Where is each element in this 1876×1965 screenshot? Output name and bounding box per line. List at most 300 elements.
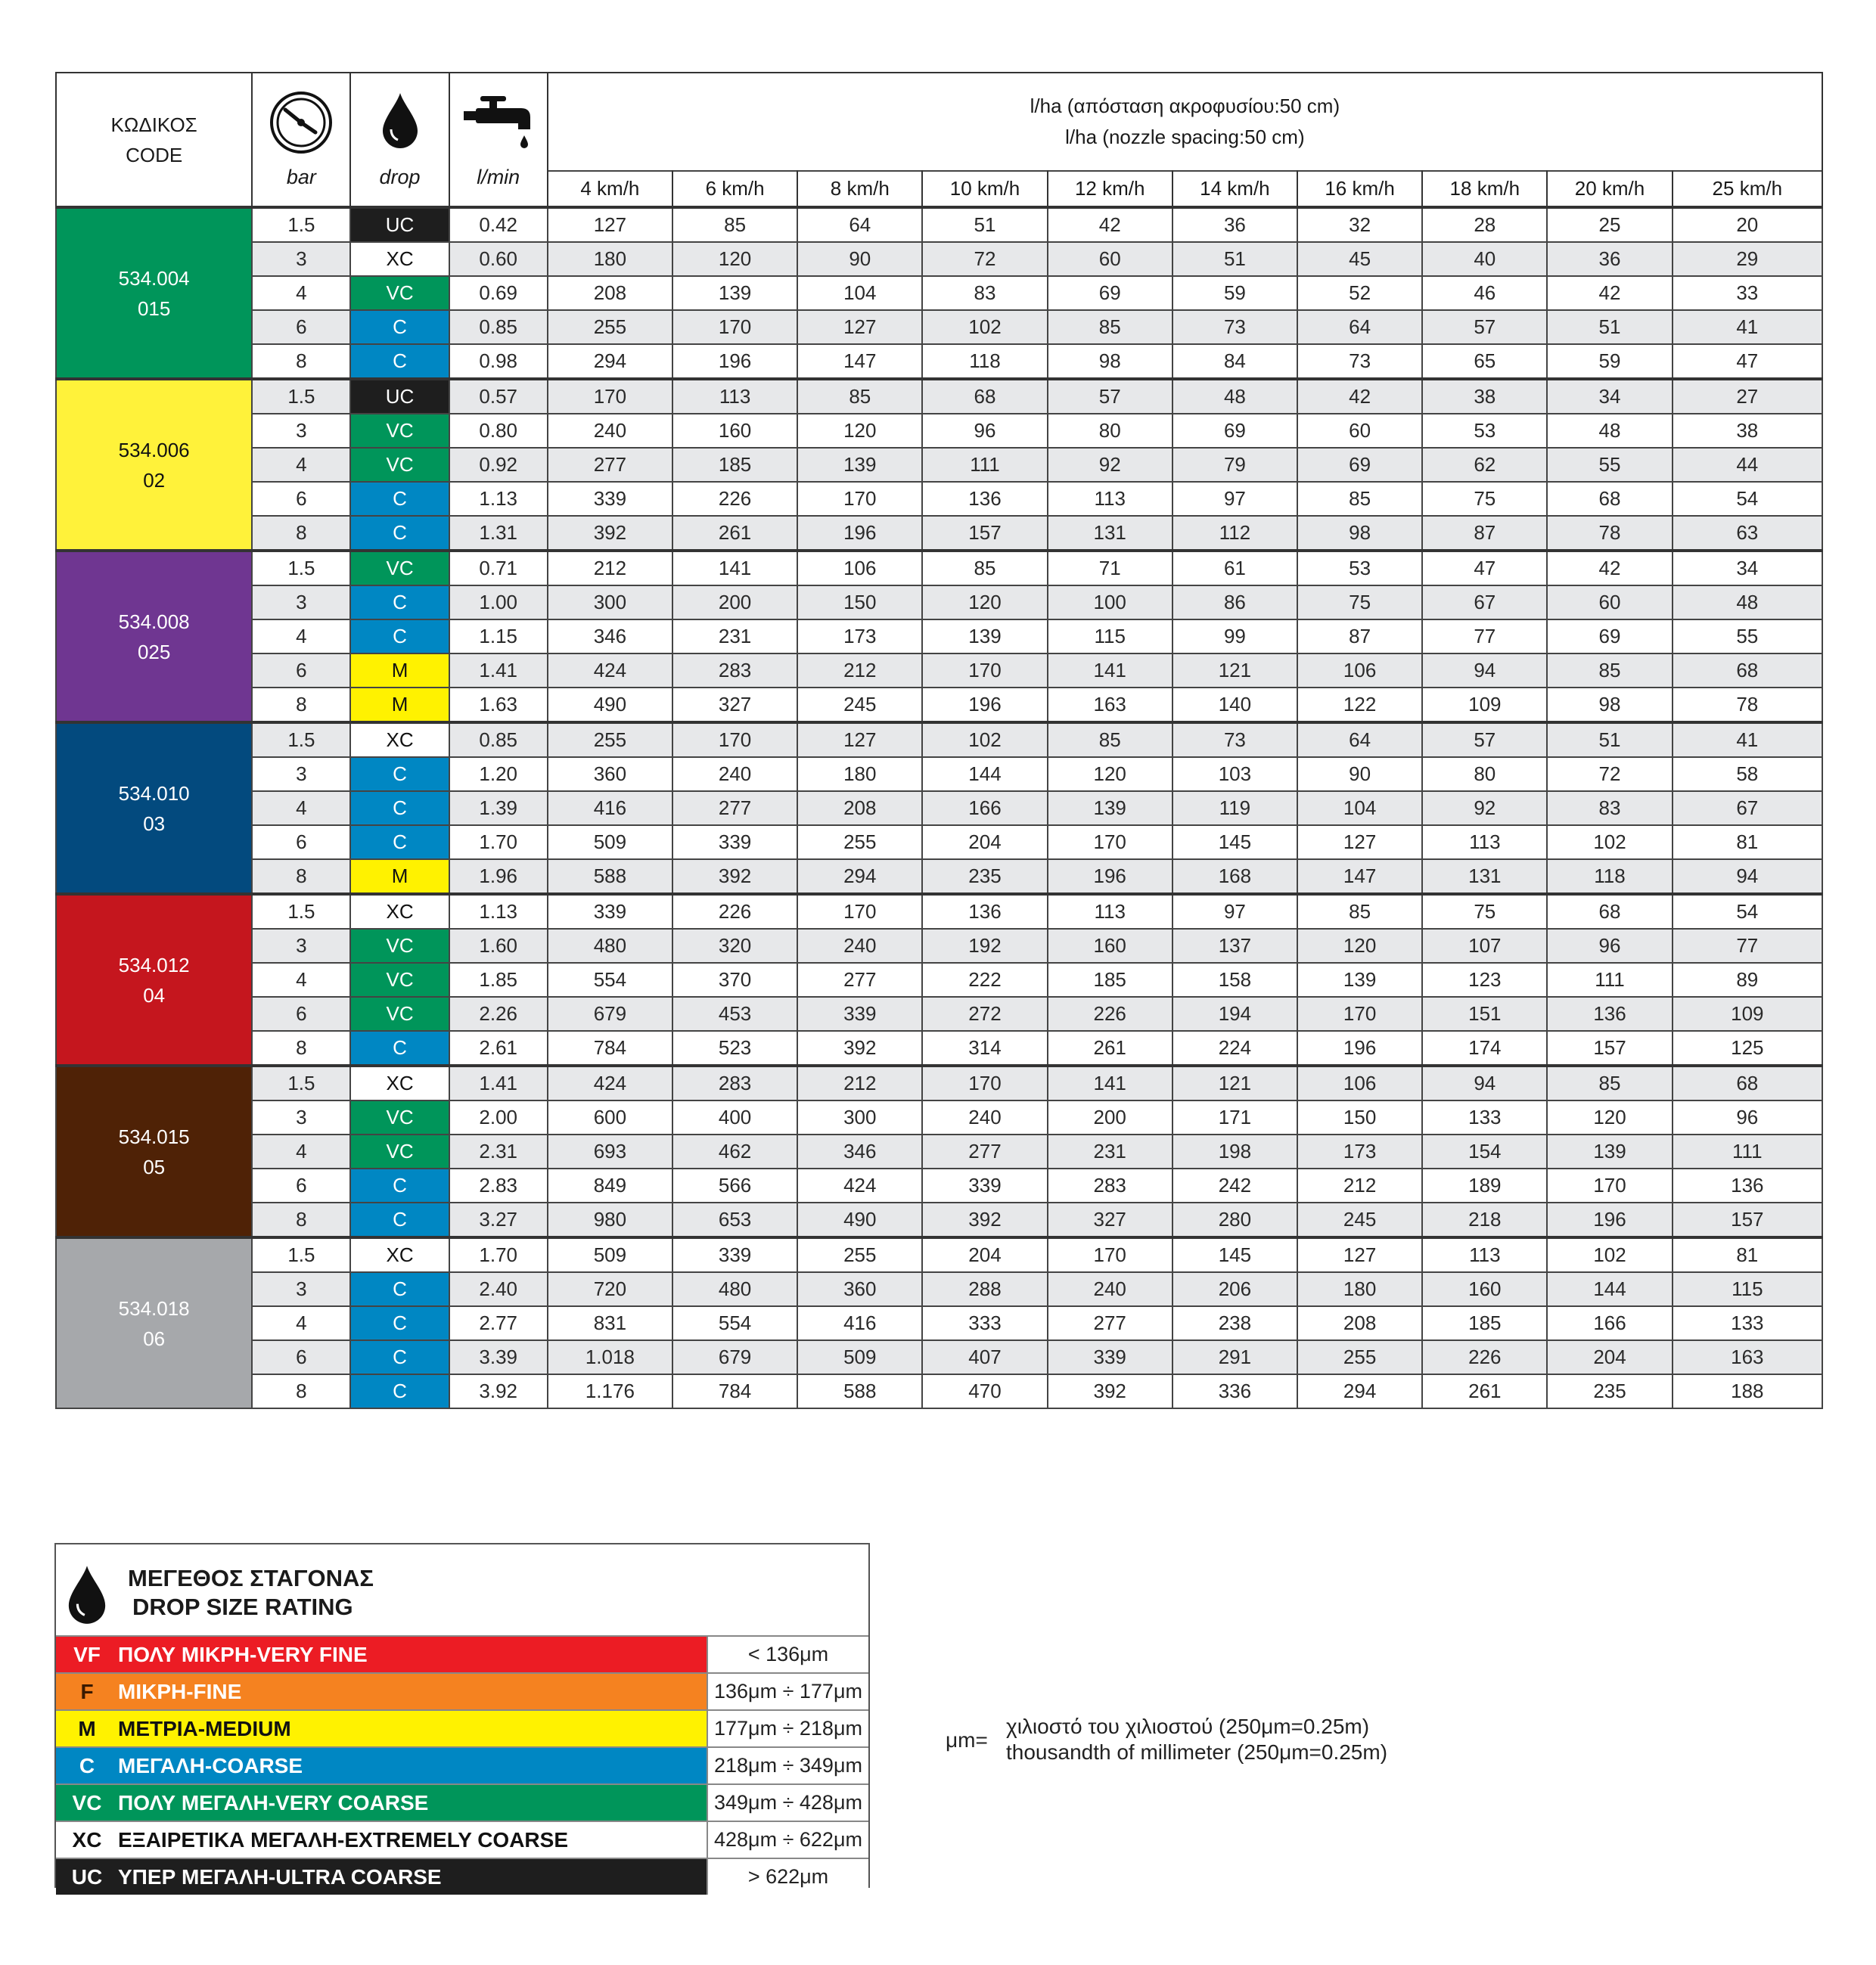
nozzle-code: 534.015 [118, 1125, 190, 1148]
rate-cell: 69 [1172, 414, 1297, 448]
rate-cell: 170 [1048, 1237, 1172, 1272]
nozzle-size: 015 [137, 296, 171, 320]
rate-cell: 554 [672, 1306, 797, 1340]
rate-cell: 400 [672, 1100, 797, 1135]
drop-size-badge: C [350, 1169, 449, 1203]
rate-cell: 20 [1673, 207, 1822, 242]
nozzle-code-cell [56, 722, 252, 894]
nozzle-code: 534.006 [118, 438, 190, 461]
rate-cell: 170 [672, 722, 797, 757]
legend-label: ΥΠΕΡ ΜΕΓΑΛΗ-ULTRA COARSE [118, 1864, 442, 1889]
bar-cell: 8 [252, 344, 350, 379]
drop-size-badge: C [350, 791, 449, 825]
rate-cell: 118 [922, 344, 1047, 379]
rate-cell: 38 [1422, 379, 1547, 414]
rate-cell: 170 [1048, 825, 1172, 859]
lmin-cell: 2.00 [449, 1100, 548, 1135]
table-row [56, 516, 1822, 551]
rate-cell: 36 [1547, 242, 1672, 276]
rate-cell: 136 [1673, 1169, 1822, 1203]
rate-cell: 784 [672, 1374, 797, 1408]
rate-cell: 255 [797, 1237, 922, 1272]
bar-cell: 6 [252, 310, 350, 344]
speed-header: 20 km/h [1547, 171, 1672, 207]
table-row [56, 1272, 1822, 1306]
bar-cell: 4 [252, 1135, 350, 1169]
rate-cell: 196 [922, 688, 1047, 722]
rate-cell: 71 [1048, 551, 1172, 585]
table-row [56, 1066, 1822, 1100]
rate-cell: 77 [1422, 619, 1547, 653]
rate-cell: 85 [1297, 894, 1422, 929]
drop-size-badge: M [350, 653, 449, 688]
bar-cell: 3 [252, 585, 350, 619]
rate-cell: 111 [1673, 1135, 1822, 1169]
rate-cell: 58 [1673, 757, 1822, 791]
table-row [56, 722, 1822, 757]
rate-cell: 131 [1422, 859, 1547, 894]
rate-cell: 255 [548, 722, 672, 757]
rate-cell: 980 [548, 1203, 672, 1237]
lmin-cell: 1.13 [449, 894, 548, 929]
rate-cell: 424 [797, 1169, 922, 1203]
rate-cell: 160 [672, 414, 797, 448]
rate-cell: 150 [797, 585, 922, 619]
rate-cell: 170 [922, 1066, 1047, 1100]
rate-cell: 141 [672, 551, 797, 585]
table-body [56, 207, 1822, 1408]
rate-cell: 509 [797, 1340, 922, 1374]
rate-cell: 102 [922, 310, 1047, 344]
rate-cell: 104 [1297, 791, 1422, 825]
legend-abbr: UC [71, 1864, 103, 1889]
bar-cell: 4 [252, 276, 350, 310]
bar-cell: 3 [252, 1272, 350, 1306]
table-row [56, 1203, 1822, 1237]
rate-cell: 277 [548, 448, 672, 482]
rate-cell: 53 [1297, 551, 1422, 585]
bar-cell: 6 [252, 1340, 350, 1374]
rate-cell: 85 [797, 379, 922, 414]
bar-cell: 3 [252, 929, 350, 963]
micron-note-gr: χιλιοστό του χιλιοστού (250μm=0.25m) [1006, 1715, 1370, 1738]
rate-cell: 64 [1297, 722, 1422, 757]
micron-unit: μm= [946, 1728, 988, 1752]
rate-cell: 166 [1547, 1306, 1672, 1340]
rate-cell: 679 [672, 1340, 797, 1374]
legend-label: ΕΞΑΙΡΕΤΙΚΑ ΜΕΓΑΛΗ-EXTREMELY COARSE [118, 1827, 568, 1852]
rate-cell: 99 [1172, 619, 1297, 653]
rate-cell: 208 [1297, 1306, 1422, 1340]
rate-cell: 96 [922, 414, 1047, 448]
rate-cell: 83 [922, 276, 1047, 310]
rate-cell: 90 [797, 242, 922, 276]
rate-cell: 283 [1048, 1169, 1172, 1203]
bar-cell: 6 [252, 482, 350, 516]
nozzle-code: 534.012 [118, 953, 190, 976]
rate-cell: 523 [672, 1031, 797, 1066]
rate-cell: 226 [1048, 997, 1172, 1031]
rate-cell: 150 [1297, 1100, 1422, 1135]
legend-range: < 136μm [707, 1637, 868, 1672]
lmin-cell: 1.41 [449, 1066, 548, 1100]
rate-cell: 115 [1048, 619, 1172, 653]
bar-cell: 4 [252, 1306, 350, 1340]
bar-cell: 1.5 [252, 722, 350, 757]
rate-cell: 283 [672, 1066, 797, 1100]
table-row [56, 859, 1822, 894]
rate-cell: 300 [548, 585, 672, 619]
rate-cell: 416 [548, 791, 672, 825]
rate-cell: 57 [1048, 379, 1172, 414]
drop-size-badge: C [350, 619, 449, 653]
rate-cell: 339 [672, 1237, 797, 1272]
nozzle-size: 025 [137, 640, 171, 663]
table-row [56, 1135, 1822, 1169]
legend-label: ΜΙΚΡΗ-FINE [118, 1679, 242, 1703]
table-row [56, 448, 1822, 482]
drop-label: drop [379, 166, 421, 188]
drop-header [350, 73, 449, 207]
rate-cell: 72 [1547, 757, 1672, 791]
rate-cell: 170 [797, 894, 922, 929]
bar-cell: 3 [252, 1100, 350, 1135]
lmin-cell: 2.61 [449, 1031, 548, 1066]
rate-cell: 72 [922, 242, 1047, 276]
drop-size-badge: VC [350, 997, 449, 1031]
drop-size-badge: XC [350, 1066, 449, 1100]
code-header [56, 73, 252, 207]
lmin-cell: 3.39 [449, 1340, 548, 1374]
rate-cell: 360 [548, 757, 672, 791]
rate-cell: 370 [672, 963, 797, 997]
rate-cell: 113 [672, 379, 797, 414]
bar-cell: 8 [252, 1203, 350, 1237]
rate-cell: 245 [797, 688, 922, 722]
legend-row [56, 1783, 868, 1821]
rate-cell: 68 [922, 379, 1047, 414]
rate-cell: 277 [1048, 1306, 1172, 1340]
lmin-cell: 0.60 [449, 242, 548, 276]
nozzle-code: 534.018 [118, 1296, 190, 1320]
rate-title-en: l/ha (nozzle spacing:50 cm) [1065, 126, 1305, 148]
lmin-header [449, 73, 548, 207]
speed-header: 16 km/h [1297, 171, 1422, 207]
table-row [56, 791, 1822, 825]
rate-cell: 103 [1172, 757, 1297, 791]
rate-cell: 226 [1422, 1340, 1547, 1374]
bar-cell: 3 [252, 242, 350, 276]
rate-cell: 160 [1422, 1272, 1547, 1306]
legend-row [56, 1672, 868, 1709]
table-row [56, 757, 1822, 791]
rate-cell: 69 [1048, 276, 1172, 310]
legend-range: > 622μm [707, 1859, 868, 1895]
rate-cell: 679 [548, 997, 672, 1031]
rate-cell: 339 [1048, 1340, 1172, 1374]
rate-cell: 196 [797, 516, 922, 551]
bar-cell: 8 [252, 516, 350, 551]
rate-cell: 136 [922, 482, 1047, 516]
rate-cell: 85 [672, 207, 797, 242]
rate-cell: 42 [1048, 207, 1172, 242]
bar-cell: 6 [252, 825, 350, 859]
rate-cell: 226 [672, 482, 797, 516]
rate-cell: 63 [1673, 516, 1822, 551]
rate-cell: 196 [672, 344, 797, 379]
rate-cell: 255 [797, 825, 922, 859]
rate-cell: 255 [1297, 1340, 1422, 1374]
rate-cell: 77 [1673, 929, 1822, 963]
lmin-cell: 1.00 [449, 585, 548, 619]
rate-cell: 168 [1172, 859, 1297, 894]
drop-size-badge: C [350, 1031, 449, 1066]
rate-cell: 189 [1422, 1169, 1547, 1203]
rate-cell: 85 [1547, 1066, 1672, 1100]
rate-cell: 32 [1297, 207, 1422, 242]
rate-cell: 106 [1297, 653, 1422, 688]
table-row [56, 688, 1822, 722]
rate-cell: 120 [922, 585, 1047, 619]
rate-cell: 73 [1297, 344, 1422, 379]
rate-cell: 60 [1547, 585, 1672, 619]
rate-cell: 104 [797, 276, 922, 310]
table-row [56, 1374, 1822, 1408]
rate-cell: 97 [1172, 482, 1297, 516]
rate-cell: 600 [548, 1100, 672, 1135]
table-row [56, 414, 1822, 448]
rate-cell: 133 [1422, 1100, 1547, 1135]
speed-header: 18 km/h [1422, 171, 1547, 207]
legend-label: ΠΟΛΥ ΜΕΓΑΛΗ-VERY COARSE [118, 1790, 429, 1814]
bar-cell: 6 [252, 997, 350, 1031]
table-row [56, 344, 1822, 379]
rate-cell: 139 [1048, 791, 1172, 825]
table-row [56, 310, 1822, 344]
rate-cell: 136 [922, 894, 1047, 929]
rate-cell: 118 [1547, 859, 1672, 894]
rate-cell: 111 [922, 448, 1047, 482]
lmin-cell: 1.85 [449, 963, 548, 997]
drop-size-badge: M [350, 859, 449, 894]
rate-cell: 86 [1172, 585, 1297, 619]
rate-cell: 392 [797, 1031, 922, 1066]
micron-note-en: thousandth of millimeter (250μm=0.25m) [1006, 1740, 1388, 1764]
lmin-cell: 3.92 [449, 1374, 548, 1408]
rate-cell: 392 [922, 1203, 1047, 1237]
rate-cell: 174 [1422, 1031, 1547, 1066]
rate-cell: 139 [797, 448, 922, 482]
table-row [56, 929, 1822, 963]
rate-cell: 212 [797, 1066, 922, 1100]
legend-abbr: F [80, 1679, 94, 1703]
rate-cell: 64 [797, 207, 922, 242]
rate-cell: 453 [672, 997, 797, 1031]
rate-cell: 52 [1297, 276, 1422, 310]
rate-cell: 509 [548, 825, 672, 859]
rate-cell: 392 [1048, 1374, 1172, 1408]
rate-cell: 490 [548, 688, 672, 722]
legend-title-gr: ΜΕΓΕΘΟΣ ΣΤΑΓΟΝΑΣ [128, 1565, 374, 1591]
rate-cell: 121 [1172, 1066, 1297, 1100]
lmin-cell: 1.39 [449, 791, 548, 825]
table-row [56, 1340, 1822, 1374]
rate-cell: 48 [1547, 414, 1672, 448]
rate-cell: 291 [1172, 1340, 1297, 1374]
legend-color-band [56, 1674, 707, 1709]
rate-cell: 163 [1048, 688, 1172, 722]
rate-cell: 113 [1422, 1237, 1547, 1272]
lmin-cell: 1.15 [449, 619, 548, 653]
rate-cell: 75 [1422, 894, 1547, 929]
nozzle-size: 03 [143, 812, 166, 835]
rate-cell: 127 [797, 310, 922, 344]
rate-cell: 226 [672, 894, 797, 929]
rate-cell: 98 [1547, 688, 1672, 722]
rate-cell: 115 [1673, 1272, 1822, 1306]
rate-cell: 42 [1547, 551, 1672, 585]
rate-cell: 41 [1673, 722, 1822, 757]
rate-title [548, 73, 1822, 171]
rate-cell: 123 [1422, 963, 1547, 997]
rate-cell: 144 [1547, 1272, 1672, 1306]
rate-cell: 154 [1422, 1135, 1547, 1169]
table-row [56, 585, 1822, 619]
bar-cell: 8 [252, 859, 350, 894]
rate-cell: 314 [922, 1031, 1047, 1066]
rate-cell: 200 [672, 585, 797, 619]
table-row [56, 379, 1822, 414]
rate-cell: 294 [1297, 1374, 1422, 1408]
rate-cell: 320 [672, 929, 797, 963]
rate-cell: 87 [1297, 619, 1422, 653]
drop-size-badge: C [350, 516, 449, 551]
rate-cell: 180 [797, 757, 922, 791]
speed-header: 12 km/h [1048, 171, 1172, 207]
rate-cell: 261 [672, 516, 797, 551]
rate-cell: 204 [1547, 1340, 1672, 1374]
rate-cell: 784 [548, 1031, 672, 1066]
drop-size-badge: VC [350, 1135, 449, 1169]
lmin-cell: 1.13 [449, 482, 548, 516]
drop-size-badge: C [350, 482, 449, 516]
rate-cell: 145 [1172, 825, 1297, 859]
lmin-cell: 1.96 [449, 859, 548, 894]
table-row [56, 963, 1822, 997]
rate-cell: 90 [1297, 757, 1422, 791]
rate-cell: 119 [1172, 791, 1297, 825]
rate-cell: 107 [1422, 929, 1547, 963]
rate-cell: 57 [1422, 310, 1547, 344]
rate-cell: 327 [1048, 1203, 1172, 1237]
drop-size-badge: C [350, 825, 449, 859]
rate-cell: 125 [1673, 1031, 1822, 1066]
legend-abbr: XC [72, 1827, 102, 1852]
lmin-cell: 2.83 [449, 1169, 548, 1203]
lmin-cell: 2.40 [449, 1272, 548, 1306]
rate-cell: 28 [1422, 207, 1547, 242]
legend-color-band [56, 1748, 707, 1783]
rate-cell: 36 [1172, 207, 1297, 242]
rate-cell: 102 [922, 722, 1047, 757]
bar-cell: 1.5 [252, 207, 350, 242]
rate-cell: 235 [1547, 1374, 1672, 1408]
rate-cell: 157 [1673, 1203, 1822, 1237]
speed-header: 8 km/h [797, 171, 922, 207]
rate-cell: 272 [922, 997, 1047, 1031]
table-row [56, 1031, 1822, 1066]
rate-cell: 294 [797, 859, 922, 894]
drop-size-badge: VC [350, 276, 449, 310]
rate-cell: 94 [1422, 1066, 1547, 1100]
table-row [56, 1306, 1822, 1340]
rate-cell: 144 [922, 757, 1047, 791]
rate-cell: 75 [1297, 585, 1422, 619]
rate-cell: 240 [672, 757, 797, 791]
drop-size-legend [54, 1543, 870, 1888]
rate-cell: 68 [1673, 653, 1822, 688]
rate-cell: 141 [1048, 653, 1172, 688]
rate-cell: 97 [1172, 894, 1297, 929]
rate-cell: 111 [1547, 963, 1672, 997]
drop-size-badge: C [350, 757, 449, 791]
rate-cell: 424 [548, 1066, 672, 1100]
rate-title-gr: l/ha (απόσταση ακροφυσίου:50 cm) [1030, 95, 1340, 117]
rate-cell: 157 [1547, 1031, 1672, 1066]
drop-size-badge: C [350, 585, 449, 619]
rate-cell: 127 [548, 207, 672, 242]
bar-cell: 3 [252, 757, 350, 791]
rate-cell: 339 [548, 482, 672, 516]
rate-cell: 170 [548, 379, 672, 414]
water-drop-icon [65, 1563, 109, 1626]
speed-header: 14 km/h [1172, 171, 1297, 207]
drop-size-badge: C [350, 1272, 449, 1306]
rate-cell: 424 [548, 653, 672, 688]
rate-cell: 139 [672, 276, 797, 310]
rate-cell: 240 [797, 929, 922, 963]
rate-cell: 61 [1172, 551, 1297, 585]
rate-cell: 42 [1297, 379, 1422, 414]
rate-cell: 222 [922, 963, 1047, 997]
lmin-cell: 0.69 [449, 276, 548, 310]
pressure-gauge-icon [269, 90, 334, 155]
rate-cell: 346 [797, 1135, 922, 1169]
rate-cell: 100 [1048, 585, 1172, 619]
rate-cell: 102 [1547, 1237, 1672, 1272]
rate-cell: 81 [1673, 825, 1822, 859]
rate-cell: 51 [922, 207, 1047, 242]
rate-cell: 188 [1673, 1374, 1822, 1408]
rate-cell: 180 [1297, 1272, 1422, 1306]
rate-cell: 339 [922, 1169, 1047, 1203]
rate-cell: 106 [1297, 1066, 1422, 1100]
lmin-cell: 0.80 [449, 414, 548, 448]
rate-cell: 185 [1048, 963, 1172, 997]
legend-header [56, 1544, 868, 1635]
lmin-cell: 0.92 [449, 448, 548, 482]
rate-cell: 92 [1422, 791, 1547, 825]
lmin-cell: 0.98 [449, 344, 548, 379]
rate-cell: 122 [1297, 688, 1422, 722]
rate-cell: 1.018 [548, 1340, 672, 1374]
legend-label: ΜΕΤΡΙΑ-MEDIUM [118, 1716, 291, 1740]
rate-cell: 280 [1172, 1203, 1297, 1237]
rate-cell: 255 [548, 310, 672, 344]
rate-cell: 339 [672, 825, 797, 859]
rate-cell: 566 [672, 1169, 797, 1203]
drop-size-badge: VC [350, 1100, 449, 1135]
